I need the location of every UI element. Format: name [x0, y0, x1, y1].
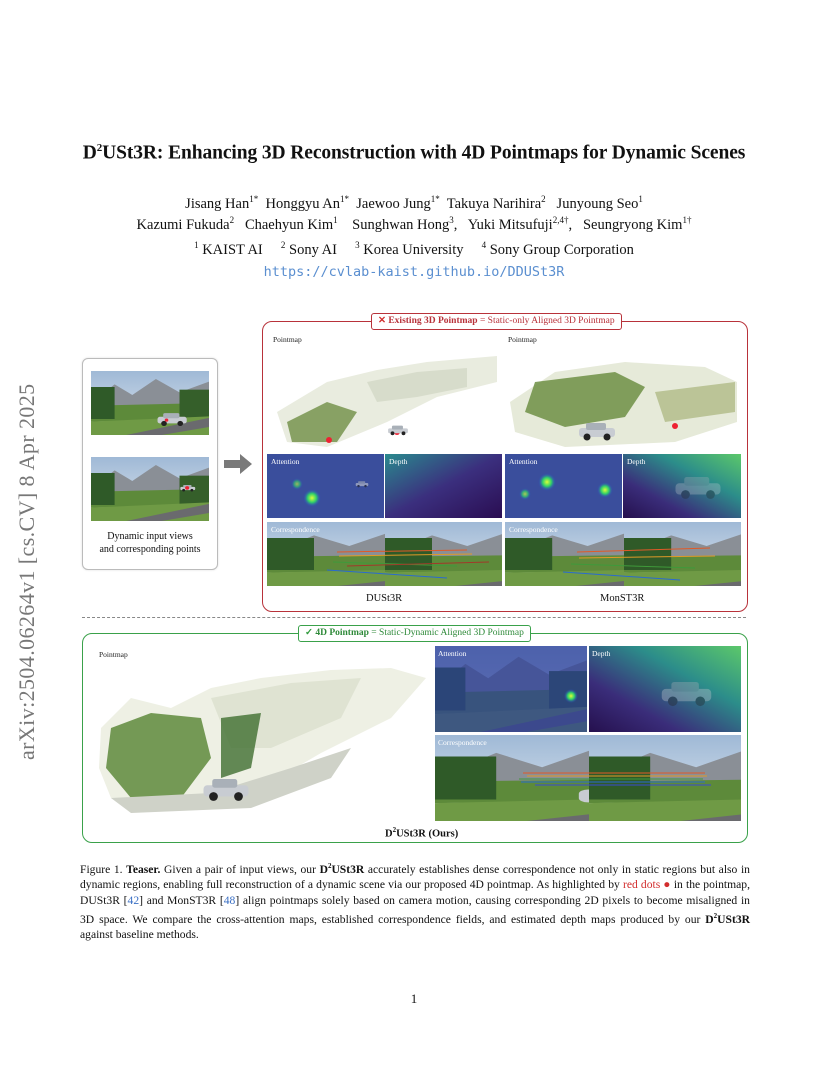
monst3r-pointmap-label: Pointmap — [508, 335, 537, 344]
dust3r-pointmap-label: Pointmap — [273, 335, 302, 344]
ours-attention-label: Attention — [438, 649, 467, 658]
existing-methods-panel — [262, 316, 748, 612]
ours-method-label: $D^2USt3R$ (Ours) — [385, 826, 459, 840]
ours-panel — [82, 628, 748, 843]
dust3r-correspondence-label: Correspondence — [271, 525, 320, 534]
cross-icon: ✕ — [378, 316, 386, 326]
authors-line-2: Kazumi Fukuda$^2$ Chaehyun Kim$^1$ Sunghwan Hong$^3$, Yuki Mitsufuji$^{2,4\dagger}$, Seungryong Kim$^{1\dagger}$ — [136, 215, 692, 233]
input-view-2-image — [91, 457, 209, 521]
input-view-1-image — [91, 371, 209, 435]
dust3r-pointmap-image — [267, 342, 502, 450]
ours-depth-map — [589, 646, 741, 732]
right-arrow-icon — [224, 454, 252, 474]
arxiv-identifier: arXiv:2504.06264v1 [cs.CV] 8 Apr 2025 — [14, 383, 39, 760]
input-views-caption: Dynamic input views and corresponding points — [99, 531, 201, 555]
monst3r-method-label: MonST3R — [600, 593, 645, 604]
project-url-link[interactable]: https://cvlab-kaist.github.io/DDUSt3R — [263, 264, 565, 280]
red-dots-highlight: red dots ● — [622, 878, 671, 892]
ours-attention-map — [435, 646, 587, 732]
paper-title: $D^2USt3R$: Enhancing 3D Reconstruction with 4D Pointmaps for Dynamic Scenes — [82, 142, 746, 164]
check-icon: ✓ — [305, 628, 313, 638]
dust3r-depth-label: Depth — [389, 457, 408, 466]
monst3r-pointmap-image — [505, 342, 741, 450]
dust3r-method-label: DUSt3R — [366, 593, 403, 604]
affiliations: $^1$ KAIST AI $^2$ Sony AI $^3$ Korea University $^4$ Sony Group Corporation — [194, 240, 634, 258]
existing-pointmap-tag: ✕ Existing 3D Pointmap = Static-only Aligned 3D Pointmap — [371, 313, 622, 330]
page-number: 1 — [410, 991, 418, 1006]
citation-link[interactable]: 42 — [127, 894, 140, 908]
ours-pointmap-image — [91, 658, 431, 818]
ours-pointmap-label: Pointmap — [99, 650, 128, 659]
monst3r-depth-label: Depth — [627, 457, 646, 466]
citation-link[interactable]: 48 — [223, 894, 236, 908]
dust3r-attention-label: Attention — [271, 457, 300, 466]
ours-pointmap-tag: ✓ 4D Pointmap = Static-Dynamic Aligned 3D Pointmap — [298, 625, 531, 642]
figure-divider — [82, 617, 746, 618]
monst3r-attention-label: Attention — [509, 457, 538, 466]
ours-depth-label: Depth — [592, 649, 611, 658]
monst3r-correspondence-label: Correspondence — [509, 525, 558, 534]
figure-caption: Figure 1. Teaser. Given a pair of input views, our $D^2USt3R$ accurately establishes dense correspondence not only in static regions but also in dynamic regions, enabling full reconstruction of a dynamic scene via our proposed 4D pointmap. As highlighted by red dots ● in the pointmap, DUSt3R [42] and MonST3R [48] align pointmaps solely based on camera motion, causing corresponding 2D pixels to become misaligned in 3D space. We compare the cross-attention maps, established correspondence fields, and estimated depth maps produced by our $D^2USt3R$ against baseline methods. — [80, 862, 750, 942]
input-views-box — [82, 358, 218, 570]
authors-line-1: Jisang Han$^{1*}$ Honggyu $An^{1*}$ Jaewoo Jung$^{1*}$ Takuya Narihira$^2$ Junyoung Seo$^1$ — [185, 194, 643, 212]
ours-correspondence-image — [435, 735, 741, 821]
ours-correspondence-label: Correspondence — [438, 738, 487, 747]
